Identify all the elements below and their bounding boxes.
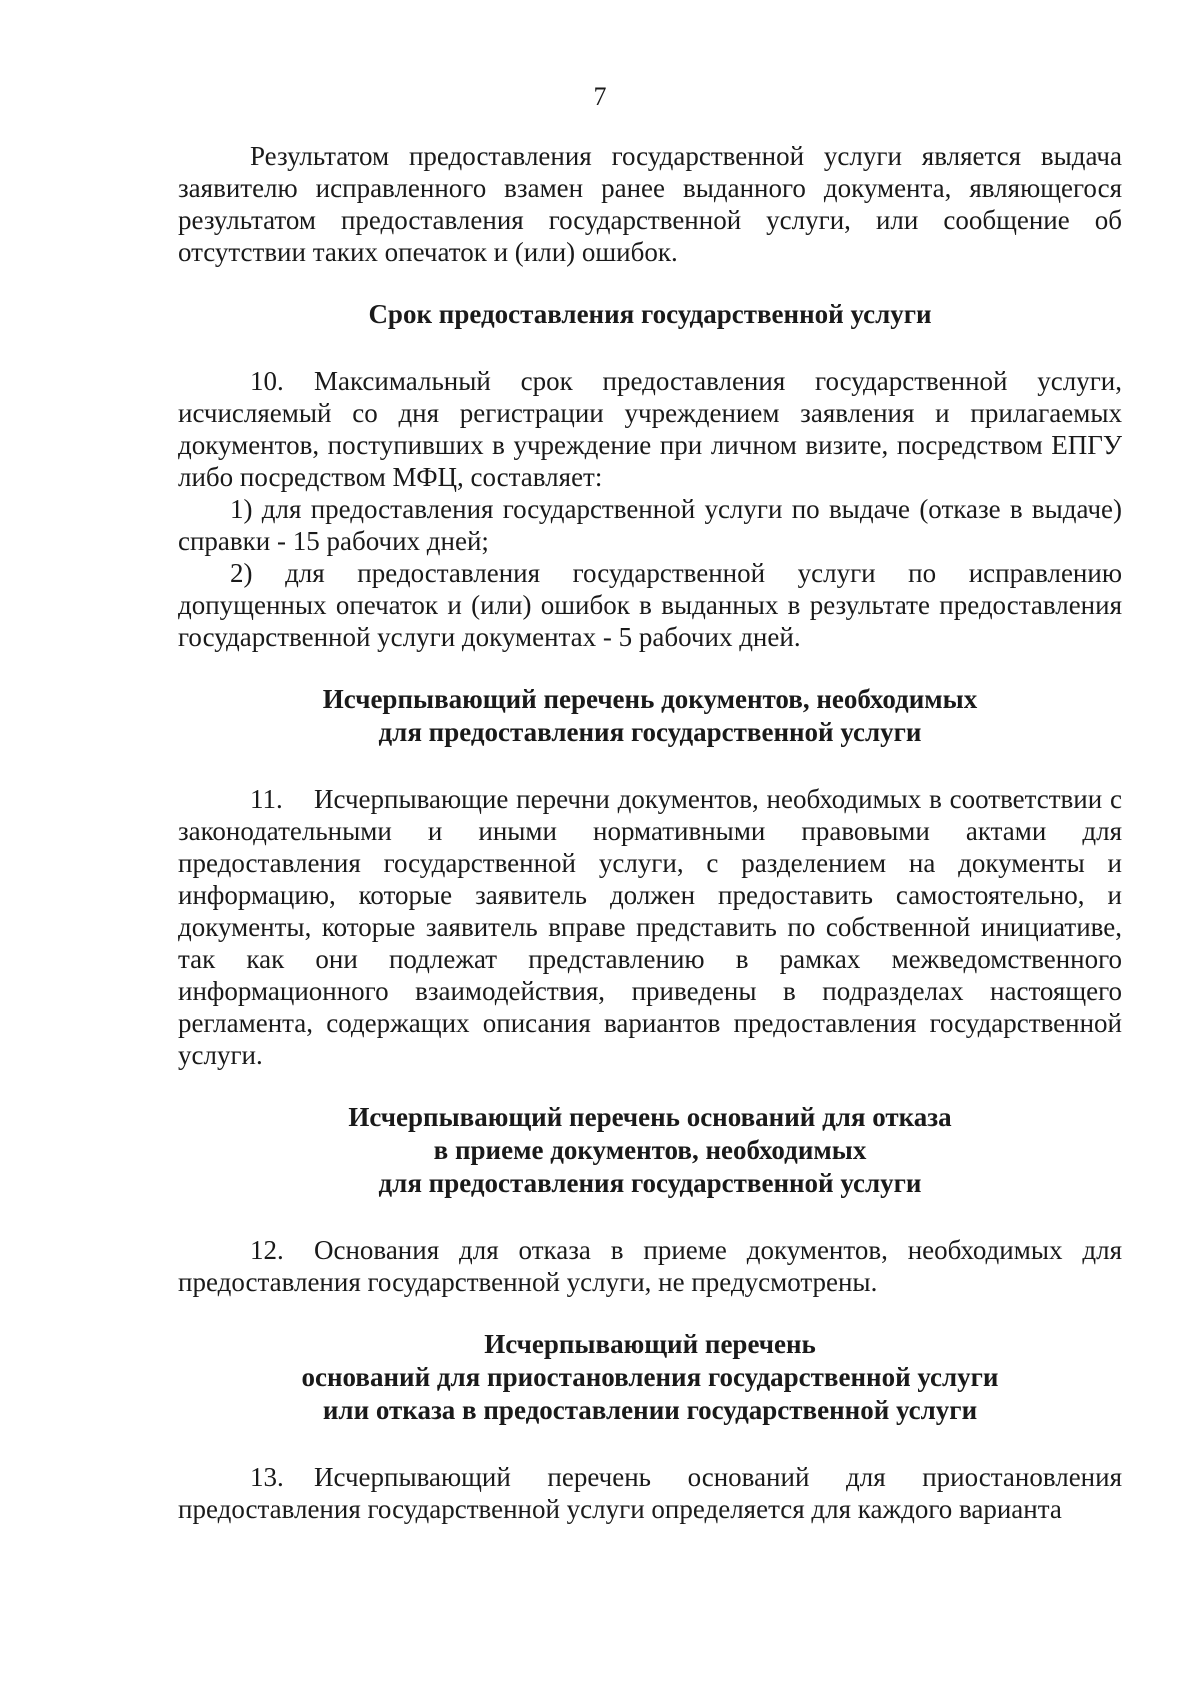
section-heading-refusal (178, 1101, 1122, 1200)
heading-line: оснований для приостановления государственной услуги (301, 1362, 999, 1392)
paragraph-12 (178, 1234, 1122, 1298)
paragraph-number: 13. (250, 1462, 284, 1492)
page-number: 7 (593, 82, 607, 111)
heading-line: Срок предоставления государственной услуги (368, 299, 932, 329)
list-item-2: 2) для предоставления государственной услуги по исправлению допущенных опечаток и (или) ошибок в выданных в результате предоставления государственной услуги документах - 5 рабочих дней. (178, 558, 1122, 652)
paragraph-text: Исчерпывающие перечни документов, необходимых в соответствии с законодательными и иными нормативными правовыми актами для предоставления государственной услуги, с разделением на документы и информацию, которые заявитель должен предоставить самостоятельно, и документы, которые заявитель вправе представить по собственной инициативе, так как они подлежат представлению в рамках межведомственного информационного взаимодействия, приведены в подразделах настоящего регламента, содержащих описания вариантов предоставления государственной услуги. (178, 784, 1122, 1070)
heading-line: Исчерпывающий перечень оснований для отказа (348, 1102, 952, 1132)
list-item-1: 1) для предоставления государственной услуги по выдаче (отказе в выдаче) справки - 15 рабочих дней; (178, 494, 1122, 556)
section-heading-documents (178, 683, 1122, 749)
heading-line: для предоставления государственной услуги (378, 1168, 922, 1198)
paragraph-number: 10. (250, 366, 284, 396)
heading-line: в приеме документов, необходимых (433, 1135, 867, 1165)
section-heading-term (178, 298, 1122, 331)
paragraph-text: Основания для отказа в приеме документов, необходимых для предоставления государственной услуги, не предусмотрены. (178, 1235, 1122, 1297)
paragraph-10 (178, 365, 1122, 493)
heading-line: Исчерпывающий перечень документов, необходимых (322, 684, 978, 714)
paragraph-number: 12. (250, 1235, 284, 1265)
heading-line: или отказа в предоставлении государственной услуги (322, 1395, 978, 1425)
paragraph-number: 11. (250, 784, 283, 814)
paragraph-13 (178, 1461, 1122, 1525)
heading-line: Исчерпывающий перечень (484, 1329, 816, 1359)
section-heading-suspension (178, 1328, 1122, 1427)
paragraph-11 (178, 783, 1122, 1071)
paragraph-text: Максимальный срок предоставления государственной услуги, исчисляемый со дня регистрации учреждением заявления и прилагаемых документов, поступивших в учреждение при личном визите, посредством ЕПГУ либо посредством МФЦ, составляет: (178, 366, 1122, 492)
heading-line: для предоставления государственной услуги (378, 717, 922, 747)
paragraph-text: Исчерпывающий перечень оснований для приостановления предоставления государственной услуги определяется для каждого варианта (178, 1462, 1122, 1524)
intro-paragraph: Результатом предоставления государственной услуги является выдача заявителю исправленного взамен ранее выданного документа, являющегося результатом предоставления государственной услуги, или сообщение об отсутствии таких опечаток и (или) ошибок. (178, 141, 1122, 267)
document-body (178, 140, 1122, 1525)
